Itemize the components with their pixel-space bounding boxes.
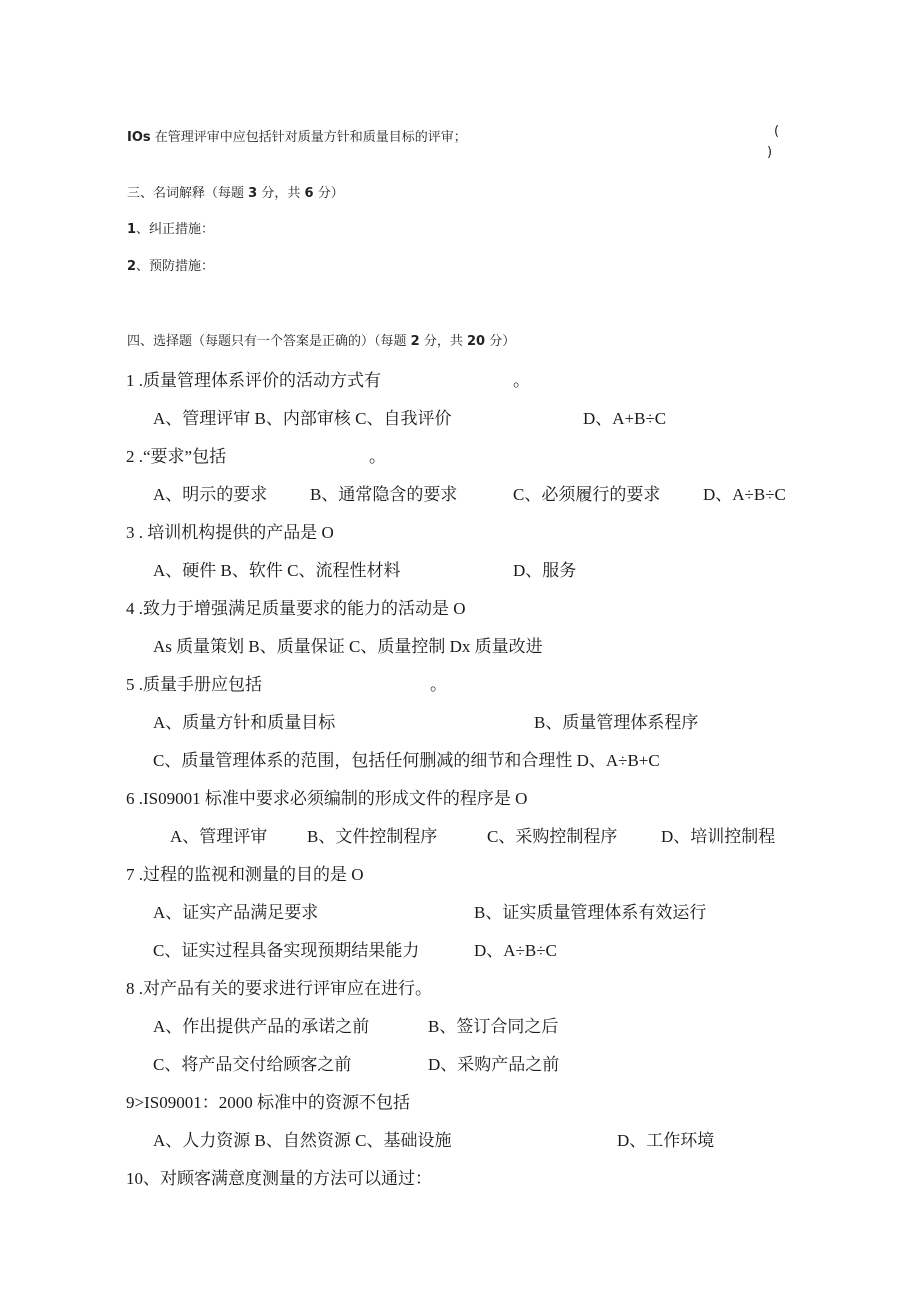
judgment-text: 在管理评审中应包括针对质量方针和质量目标的评审； <box>154 130 467 145</box>
question-5-option: C、质量管理体系的范围，包括任何删减的细节和合理性 D、A÷B+C <box>153 751 660 770</box>
question-1-blank-end: 。 <box>513 371 530 390</box>
question-1-option: A、管理评审 B、内部审核 C、自我评价 <box>153 409 452 428</box>
section3-title-prefix: 三、名词解释（每题 <box>127 186 245 201</box>
question-5-stem: 5 .质量手册应包括 <box>126 675 262 694</box>
question-8-stem: 8 .对产品有关的要求进行评审应在进行。 <box>126 979 432 998</box>
term-number: 1 <box>127 222 137 237</box>
question-6-option: C、采购控制程序 <box>487 827 618 846</box>
term-text: 、纠正措施： <box>136 222 215 237</box>
section4-title-mid: 分，共 <box>423 334 463 349</box>
question-2-option: A、明示的要求 <box>153 485 268 504</box>
question-2-option: B、通常隐含的要求 <box>310 485 458 504</box>
question-5-option: A、质量方针和质量目标 <box>153 713 336 732</box>
section3-points-total: 6 <box>304 186 314 201</box>
question-7-option: C、证实过程具备实现预期结果能力 <box>153 941 420 960</box>
question-9-option: A、人力资源 B、自然资源 C、基础设施 <box>153 1131 452 1150</box>
question-5-option: B、质量管理体系程序 <box>534 713 699 732</box>
question-3-option: A、硬件 B、软件 C、流程性材料 <box>153 561 401 580</box>
question-10-stem: 10、对顾客满意度测量的方法可以通过： <box>126 1169 432 1188</box>
question-1-option: D、A+B÷C <box>583 409 667 428</box>
question-5-blank-end: 。 <box>430 675 447 694</box>
judgment-number: IOs <box>127 130 151 145</box>
question-6-stem: 6 .IS09001 标准中要求必须编制的形成文件的程序是 O <box>126 789 528 808</box>
judgment-paren-open: ( <box>774 124 780 139</box>
question-1-stem: 1 .质量管理体系评价的活动方式有 <box>126 371 381 390</box>
term-number: 2 <box>127 259 137 274</box>
judgment-item <box>127 126 467 145</box>
question-8-option: C、将产品交付给顾客之前 <box>153 1055 352 1074</box>
section3-title <box>127 182 344 201</box>
term-item-2 <box>127 255 214 274</box>
question-3-stem: 3 . 培训机构提供的产品是 O <box>126 523 334 542</box>
question-8-option: B、签订合同之后 <box>428 1017 559 1036</box>
question-9-option: D、工作环境 <box>617 1131 715 1150</box>
question-7-stem: 7 .过程的监视和测量的目的是 O <box>126 865 364 884</box>
question-2-option: D、A÷B÷C <box>703 485 786 504</box>
question-6-option: B、文件控制程序 <box>307 827 438 846</box>
question-3-option: D、服务 <box>513 561 577 580</box>
question-6-option: A、管理评审 <box>170 827 268 846</box>
judgment-paren-close: ) <box>767 145 773 160</box>
question-2-stem: 2 .“要求”包括 <box>126 447 227 466</box>
question-8-option: A、作出提供产品的承诺之前 <box>153 1017 370 1036</box>
section3-title-suffix: 分） <box>317 186 344 201</box>
question-2-blank-end: 。 <box>369 447 386 466</box>
term-item-1 <box>127 218 214 237</box>
section4-points-each: 2 <box>410 334 420 349</box>
section3-points-each: 3 <box>248 186 258 201</box>
question-4-stem: 4 .致力于增强满足质量要求的能力的活动是 O <box>126 599 466 618</box>
question-7-option: D、A÷B÷C <box>474 941 557 960</box>
question-6-option: D、培训控制程 <box>661 827 776 846</box>
section3-title-mid: 分，共 <box>261 186 301 201</box>
question-7-option: A、证实产品满足要求 <box>153 903 319 922</box>
question-4-option: As 质量策划 B、质量保证 C、质量控制 Dx 质量改进 <box>153 637 543 656</box>
term-text: 、预防措施： <box>136 259 215 274</box>
question-7-option: B、证实质量管理体系有效运行 <box>474 903 707 922</box>
question-2-option: C、必须履行的要求 <box>513 485 661 504</box>
question-9-stem: 9>IS09001：2000 标准中的资源不包括 <box>126 1093 410 1112</box>
section4-title <box>127 330 515 349</box>
section4-points-total: 20 <box>467 334 486 349</box>
section4-title-prefix: 四、选择题（每题只有一个答案是正确的）（每题 <box>127 334 407 349</box>
section4-title-suffix: 分） <box>489 334 516 349</box>
question-8-option: D、采购产品之前 <box>428 1055 560 1074</box>
